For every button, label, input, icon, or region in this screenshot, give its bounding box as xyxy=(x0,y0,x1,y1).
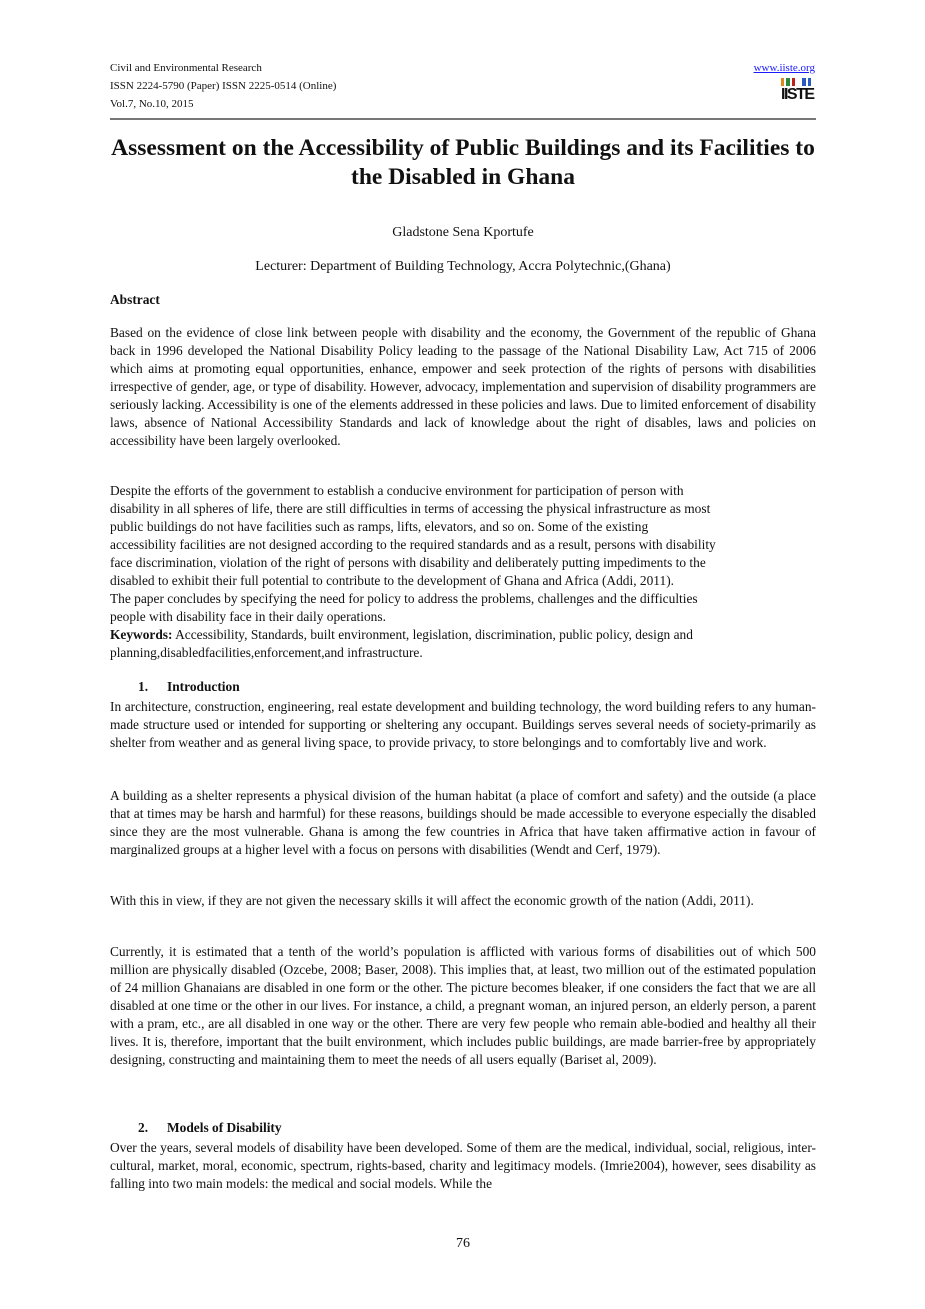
abstract-paragraph-2 xyxy=(110,482,830,662)
abstract-paragraph-1: Based on the evidence of close link between people with disability and the economy, the Government of the republic of Ghana back in 1996 developed the National Disability Policy leading to the passage of the National Disability Law, Act 715 of 2006 which aims at promoting equal opportunities, enhance, empower and seek protection of the rights of persons with disabilities irrespective of gender, age, or type of disability. However, advocacy, implementation and supervision of disability programmers are seriously lacking. Accessibility is one of the elements addressed in these policies and laws. Due to limited enforcement of disability laws, absence of National Accessibility Standards and lack of knowledge about the right of disables, laws and policies on accessibility have been largely overlooked. xyxy=(110,325,816,448)
volume: Vol.7, No.10, 2015 xyxy=(110,98,194,110)
text-line: disabled to exhibit their full potential to contribute to the development of Ghana and Africa (Addi, 2011). xyxy=(110,573,674,588)
text-line: Despite the efforts of the government to establish a conducive environment for participation of person with xyxy=(110,483,684,498)
section-1-heading xyxy=(138,679,240,695)
affiliation: Lecturer: Department of Building Technology, Accra Polytechnic,(Ghana) xyxy=(255,259,671,274)
iiste-logo: IISTE xyxy=(781,78,811,110)
intro-paragraph-1: In architecture, construction, engineering, real estate development and building technology, the word building refers to any human-made structure used or intended for supporting or sheltering any occupant. Buildings serves several needs of society-primarily as shelter from weather and as general living space, to provide privacy, to store belongings and to comfortably live and work. xyxy=(110,699,816,750)
section-number: 2. xyxy=(138,1120,149,1135)
text-line: public buildings do not have facilities such as ramps, lifts, elevators, and so on. Some of the existing xyxy=(110,519,649,534)
section-number: 1. xyxy=(138,679,149,694)
issn: ISSN 2224-5790 (Paper) ISSN 2225-0514 (Online) xyxy=(110,80,337,92)
models-paragraph-1: Over the years, several models of disability have been developed. Some of them are the medical, individual, social, religious, inter-cultural, market, moral, economic, spectrum, rights-based, charity and legitimacy models. (Imrie2004), however, sees disability as falling into two main models: the medical and social models. While the xyxy=(110,1140,816,1191)
header-rule xyxy=(110,118,816,120)
intro-paragraph-2: A building as a shelter represents a physical division of the human habitat (a place of comfort and safety) and the outside (a place that at times may be harsh and harmful) for these reasons, buildings should be made accessible to everyone especially the disabled since they are the most vulnerable. Ghana is among the few countries in Africa that have taken affirmative action in favour of marginalized groups at a higher level with a focus on persons with disabilities (Wendt and Cerf, 1979). xyxy=(110,788,816,857)
section-2-heading xyxy=(138,1120,282,1136)
section-title: Introduction xyxy=(167,679,240,694)
journal-url-link[interactable]: www.iiste.org xyxy=(753,62,815,74)
text-line: The paper concludes by specifying the need for policy to address the problems, challenges and the difficulties xyxy=(110,591,698,606)
keywords xyxy=(110,626,830,662)
intro-paragraph-4: Currently, it is estimated that a tenth of the world’s population is afflicted with various forms of disabilities out of which 500 million are physically disabled (Ozcebe, 2008; Baser, 2008). This implies that, at least, two million out of the estimated population of 24 million Ghanaians are disabled in one form or the other. The picture becomes bleaker, if one considers the fact that we are all disabled at one time or the other in our lives. For instance, a child, a pregnant woman, an injured person, an elderly person, a parent with a pram, etc., are all disabled in one way or the other. There are very few people who remain able-bodied and healthy all their lives. It is, therefore, important that the built environment, which includes public buildings, are made barrier-free by appropriately designing, constructing and maintaining them to meet the needs of all users equally (Bariset al, 2009). xyxy=(110,944,816,1067)
journal-name: Civil and Environmental Research xyxy=(110,62,262,74)
paper-title: Assessment on the Accessibility of Public Buildings and its Facilities to the Disabled in Ghana xyxy=(111,135,815,190)
text-line: accessibility facilities are not designed according to the required standards and as a result, persons with disability xyxy=(110,537,716,552)
abstract-heading xyxy=(110,291,816,309)
section-title: Models of Disability xyxy=(167,1120,282,1135)
text-line: disability in all spheres of life, there are still difficulties in terms of accessing the physical infrastructure as most xyxy=(110,501,711,516)
text-line: people with disability face in their daily operations. xyxy=(110,609,386,624)
text-line: face discrimination, violation of the right of persons with disability and deliberately putting impediments to the xyxy=(110,555,706,570)
keywords-text: Accessibility, Standards, built environment, legislation, discrimination, public policy, design and planning,disabledfacilities,enforcement,and infrastructure. xyxy=(110,627,693,660)
abstract-heading-text: Abstract xyxy=(110,292,160,307)
keywords-label: Keywords: xyxy=(110,627,173,642)
page-number: 76 xyxy=(456,1236,470,1251)
intro-paragraph-3: With this in view, if they are not given the necessary skills it will affect the economic growth of the nation (Addi, 2011). xyxy=(110,893,754,908)
author: Gladstone Sena Kportufe xyxy=(392,225,534,240)
